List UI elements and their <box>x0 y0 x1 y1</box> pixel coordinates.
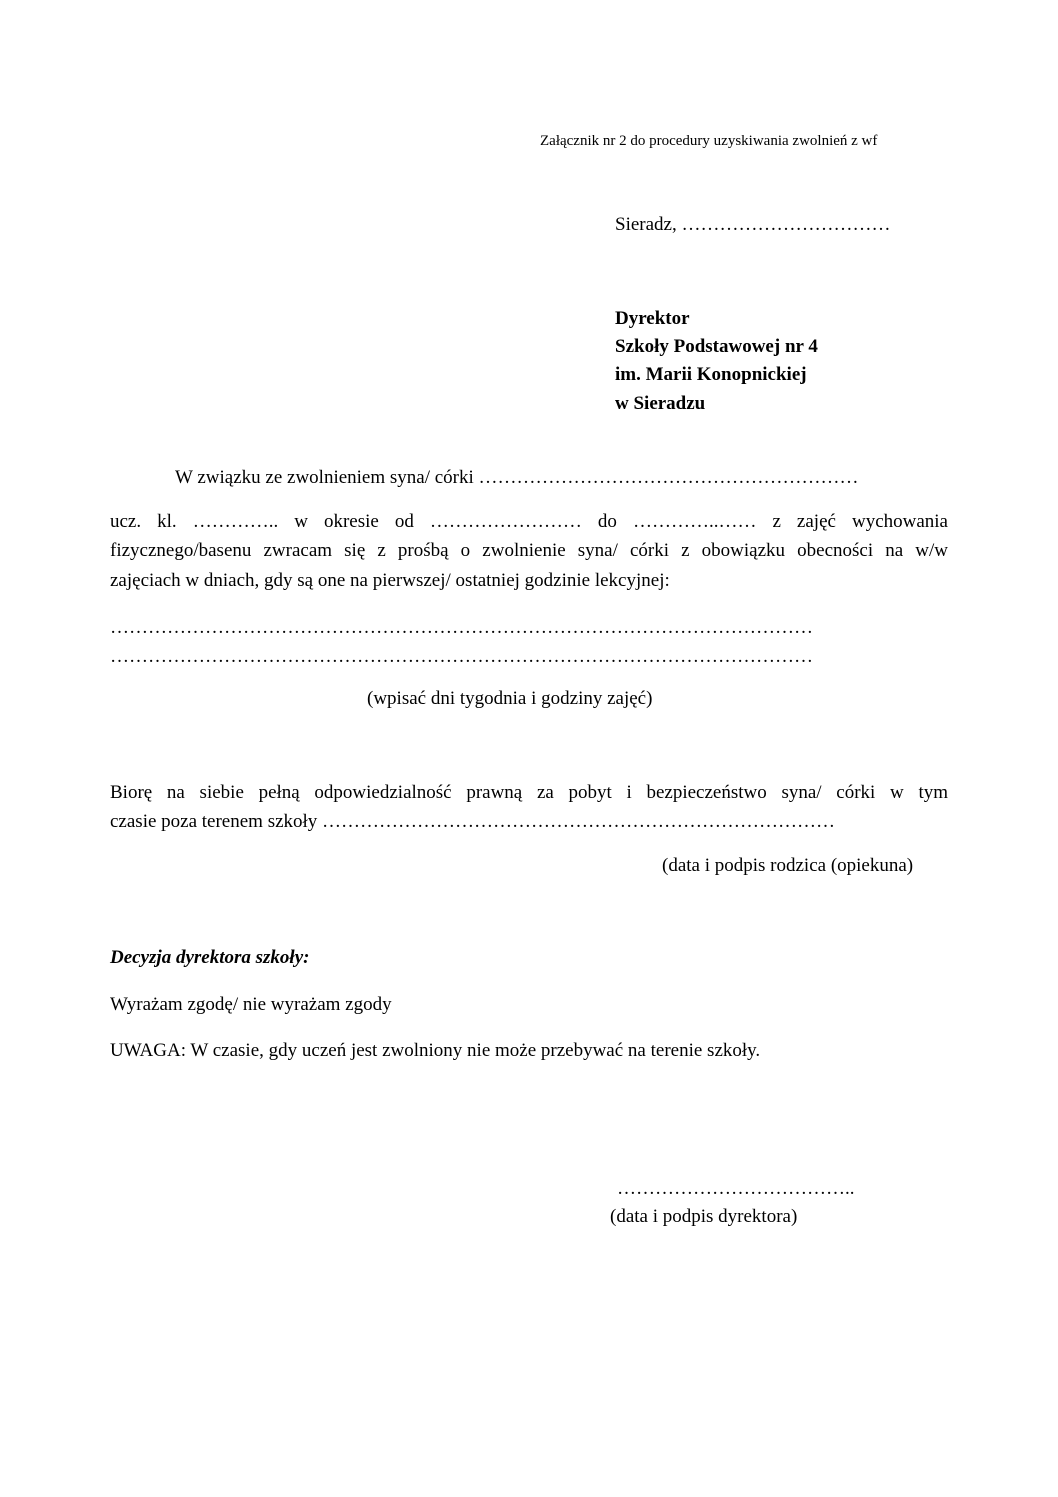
addressee-school: Szkoły Podstawowej nr 4 <box>615 336 818 357</box>
decision-heading: Decyzja dyrektora szkoły: <box>110 947 310 968</box>
addressee-city: w Sieradzu <box>615 393 706 414</box>
director-signature-hint: (data i podpis dyrektora) <box>610 1206 798 1227</box>
request-body-line-last: zajęciach w dniach, gdy są one na pierwszej/ ostatniej godzinie lekcyjnej: <box>110 570 670 591</box>
annex-header: Załącznik nr 2 do procedury uzyskiwania zwolnień z wf <box>540 133 878 149</box>
responsibility-line-1: Biorę na siebie pełną odpowiedzialność prawną za pobyt i bezpieczeństwo syna/ córki w tym <box>110 782 948 803</box>
responsibility-line-2: czasie poza terenem szkoły ……………………………………………………………………… <box>110 811 836 832</box>
days-dotted-line-2: ………………………………………………………………………………………………… <box>110 646 813 667</box>
decision-consent: Wyrażam zgodę/ nie wyrażam zgody <box>110 994 392 1015</box>
addressee-patron: im. Marii Konopnickiej <box>615 364 807 385</box>
addressee-title: Dyrektor <box>615 308 690 329</box>
days-hint: (wpisać dni tygodnia i godziny zajęć) <box>367 688 653 709</box>
parent-signature-hint: (data i podpis rodzica (opiekuna) <box>662 855 914 876</box>
request-class-period-line: ucz. kl. ………….. w okresie od …………………… do …………..…… z zajęć wychowania <box>110 511 948 532</box>
director-signature-dots: ……………………………….. <box>617 1178 855 1199</box>
place-date-line: Sieradz, …………………………… <box>615 214 891 235</box>
request-body-line: fizycznego/basenu zwracam się z prośbą o zwolnienie syna/ córki z obowiązku obecności na w/w <box>110 540 948 561</box>
request-paragraph-intro: W związku ze zwolnieniem syna/ córki …………………………………………………… <box>175 467 859 488</box>
days-dotted-line-1: ………………………………………………………………………………………………… <box>110 617 813 638</box>
decision-note: UWAGA: W czasie, gdy uczeń jest zwolniony nie może przebywać na terenie szkoły. <box>110 1040 761 1061</box>
